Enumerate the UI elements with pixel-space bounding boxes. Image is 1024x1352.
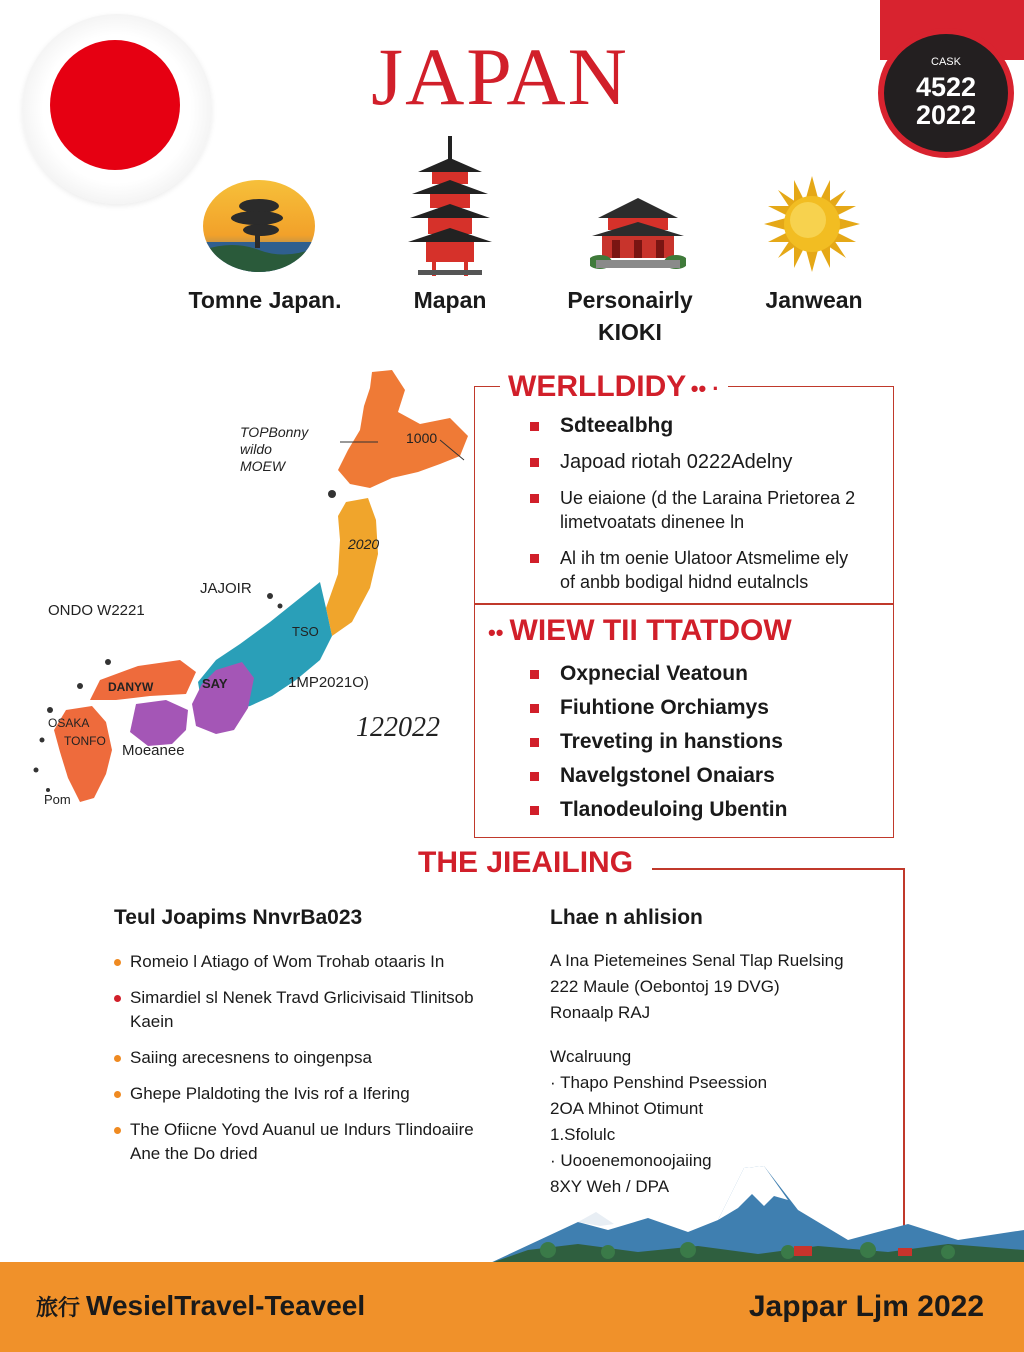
detail-line: · Uooenemonoojaiing — [550, 1151, 712, 1170]
list-item: Ue eiaione (d the Laraina Prietorea 2 limetvoatats dinenee ln — [524, 486, 884, 534]
icon-label-sun: Janwean — [765, 287, 863, 313]
map-label-tokyo: TOPBonny wildo MOEW — [240, 424, 309, 474]
map-label-tho: TSO — [292, 624, 319, 639]
pagoda-icon — [408, 136, 492, 276]
info-box-1-list — [524, 414, 884, 606]
list-item: Sdteealbhg — [524, 414, 884, 438]
footer-brand-prefix: 旅行 — [36, 1295, 81, 1320]
section-3-left-heading: Teul Joapims NnvrBa023 — [114, 906, 363, 929]
section-3-title: THE JIEAILING — [418, 846, 634, 879]
map-label-tohoku: 2020 — [348, 536, 380, 552]
title-dots-icon: •• — [488, 620, 510, 645]
info-box-2-list — [524, 662, 884, 832]
info-box-1-title: WERLLDIDY — [508, 370, 687, 403]
detail-line: Ronaalp RAJ — [550, 1003, 651, 1022]
list-item: Romeio l Atiago of Wom Trohab otaaris In — [114, 950, 524, 974]
detail-line — [550, 1026, 890, 1044]
badge-number: 4522 — [915, 72, 977, 102]
list-item: Oxpnecial Veatoun — [524, 662, 884, 686]
map-label-port: Pom — [44, 792, 71, 807]
sun-emblem-icon — [764, 176, 860, 272]
info-box-1-header — [500, 370, 728, 404]
badge-caption: CASK — [931, 56, 961, 68]
hokkaido-region — [338, 370, 468, 488]
map-label-japan: JAJOIR — [200, 580, 252, 597]
map-label-tonfo: TONFO — [64, 734, 106, 748]
icon-label-pagoda: Mapan — [413, 287, 487, 313]
info-box-2-title: WIEW TII TTATDOW — [509, 614, 792, 647]
footer-year: Jappar Ljm 2022 — [748, 1290, 984, 1323]
map-year-label: 122022 — [356, 712, 440, 743]
footer-brand — [36, 1290, 365, 1322]
detail-line: 2OA Mhinot Otimunt — [550, 1099, 704, 1118]
map-label-date: 1MP2021O) — [288, 674, 369, 691]
list-item: Treveting in hanstions — [524, 730, 884, 754]
section-3-left-column — [114, 906, 524, 1178]
list-item: Simardiel sl Nenek Travd Grlicivisaid Tlinitsob Kaein — [114, 986, 524, 1034]
detail-line: 1.Sfolulc — [550, 1125, 616, 1144]
detail-line: 222 Maule (Oebontoj 19 DVG) — [550, 977, 780, 996]
detail-line: · Thapo Penshind Pseession — [550, 1073, 768, 1092]
section-3-left-list — [114, 950, 524, 1166]
list-item: Saiing arecesnens to oingenpsa — [114, 1046, 524, 1070]
list-item: Fiuhtione Orchiamys — [524, 696, 884, 720]
section-3-right-column — [550, 906, 890, 1200]
detail-line: Wcalruung — [550, 1047, 632, 1066]
map-label-hokkaido: 1000 — [406, 430, 438, 446]
map-label-south: Moeanee — [122, 742, 185, 759]
section-3-rule — [652, 868, 904, 870]
sunset-tree-icon — [203, 180, 315, 272]
kansai-region — [192, 662, 254, 734]
section-3-right-heading: Lhae n ahlision — [550, 906, 703, 929]
page-title: JAPAN — [371, 31, 629, 122]
temple-icon — [590, 196, 686, 272]
year-badge — [878, 28, 1014, 158]
title-dots-icon: •• · — [690, 376, 720, 401]
map-label-ondo: ONDO W2221 — [48, 602, 145, 619]
shikoku-region — [130, 700, 188, 746]
map-label-say: SAY — [202, 676, 228, 691]
list-item: Ghepe Plaldoting the Ivis rof a Ifering — [114, 1082, 524, 1106]
list-item: Al ih tm oenie Ulatoor Atsmelime ely of anbb bodigal hidnd eutalncls — [524, 546, 884, 594]
footer-bar — [0, 1262, 1024, 1352]
icon-label-temple: Personairly KIOKI — [567, 287, 693, 345]
map-label-osaka: OSAKA — [48, 716, 90, 730]
info-box-2-header — [482, 614, 798, 648]
list-item: Tlanodeuloing Ubentin — [524, 798, 884, 822]
list-item: Japoad riotah 0222Adelny — [524, 450, 884, 474]
footer-brand-text: WesielTravel-Teaveel — [86, 1290, 366, 1321]
badge-year: 2022 — [915, 100, 977, 130]
detail-line: 8XY Weh / DPA — [550, 1177, 670, 1196]
flag-sun-icon — [50, 40, 180, 170]
list-item: The Ofiicne Yovd Auanul ue Indurs Tlindoaiire Ane the Do dried — [114, 1118, 524, 1166]
map-label-danyw: DANYW — [108, 680, 154, 694]
detail-line: A Ina Pietemeines Senal Tlap Ruelsing — [550, 951, 844, 970]
icon-label-sunset: Tomne Japan. — [188, 287, 342, 313]
mount-fuji-illustration — [488, 1160, 1024, 1264]
list-item: Navelgstonel Onaiars — [524, 764, 884, 788]
tohoku-region — [326, 498, 378, 636]
